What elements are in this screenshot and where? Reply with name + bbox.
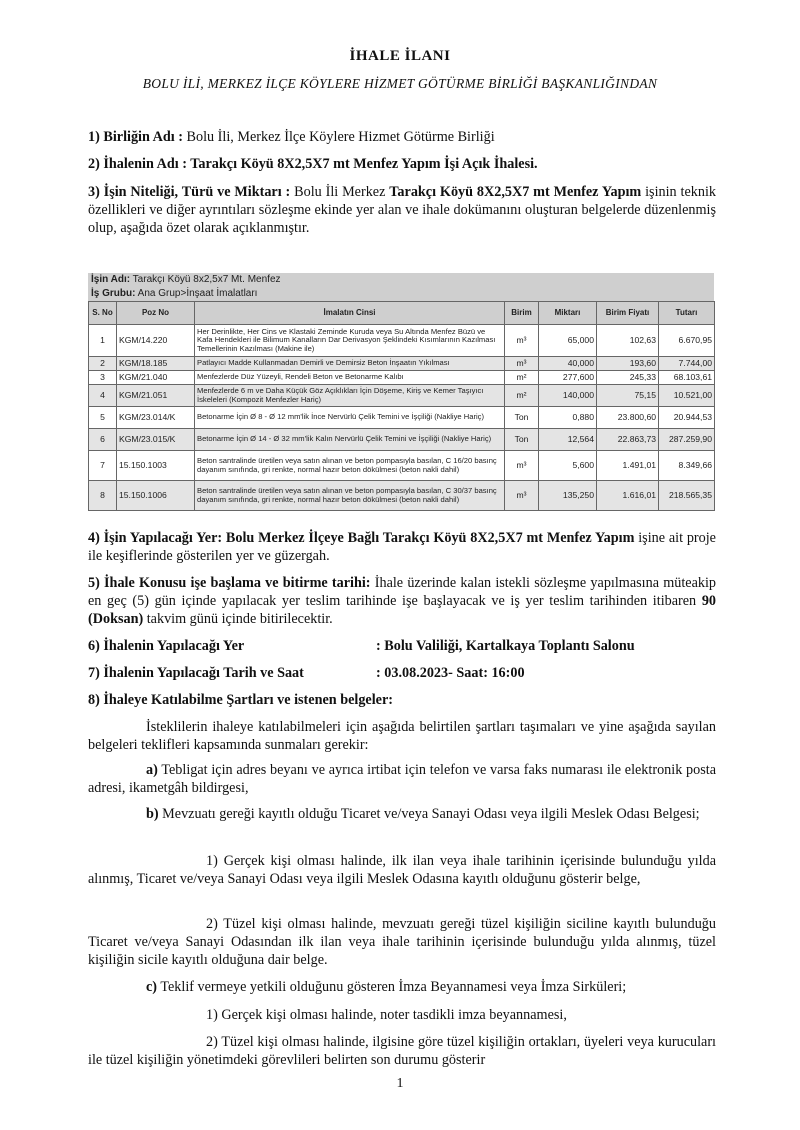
boq-table	[88, 301, 715, 511]
table-row	[89, 385, 715, 407]
cell-price: 23.800,60	[597, 407, 659, 429]
item-3	[88, 183, 716, 237]
table-group-value: Ana Grup>İnşaat İmalatları	[135, 288, 258, 299]
item-2-value: Tarakçı Köyü 8X2,5X7 mt Menfez Yapım İşi Açık İhalesi.	[186, 156, 538, 172]
cell-qty: 12,564	[539, 429, 597, 451]
cell-price: 245,33	[597, 371, 659, 385]
cell-price: 22.863,73	[597, 429, 659, 451]
cell-desc: Beton santralinde üretilen veya satın alınan ve beton pompasıyla basılan, C 16/20 basınç dayanım sınıfında, gri renkte, normal hazır beton dökülmesi (beton nakli dahil)	[195, 451, 505, 481]
item-7	[88, 664, 716, 682]
table-group-label: İş Grubu:	[91, 288, 136, 299]
cell-desc: Her Derinlikte, Her Cins ve Klastaki Zeminde Kuruda veya Su Altında Menfez Büzü ve Kafa Hendekleri ile Bilimum Kanalların Dar Derivasyon Şeklindeki Kısımlarının Kazılması Temellerinin Kazılması (Makine ile)	[195, 325, 505, 357]
item-3-text-2: işinin teknik özellikleri ve diğer ayrıntıları sözleşme ekinde yer alan ve ihale dokümanını oluşturan belgelerde düzenlenmiş olup, aşağıda özet olarak açıklanmıştır.	[88, 184, 716, 236]
cell-desc: Betonarme İçin Ø 14 - Ø 32 mm'lik Kalın Nervürlü Çelik Temini ve İşçiliği (Nakliye Hariç)	[195, 429, 505, 451]
cell-desc: Menfezlerde 6 m ve Daha Küçük Göz Açıklıkları İçin Döşeme, Kiriş ve Kemer Taşıyıcı İskeleleri (Kompozit Menfezler Hariç)	[195, 385, 505, 407]
item-8a-label: a)	[146, 762, 158, 778]
item-1-value: Bolu İli, Merkez İlçe Köylere Hizmet Götürme Birliği	[183, 129, 495, 145]
cell-poz: 15.150.1006	[117, 481, 195, 511]
cell-poz: KGM/18.185	[117, 357, 195, 371]
cell-price: 102,63	[597, 325, 659, 357]
cell-qty: 5,600	[539, 451, 597, 481]
item-8b-label: b)	[146, 806, 159, 822]
table-job-name	[88, 273, 714, 287]
cell-no: 5	[89, 407, 117, 429]
item-4-text-1: Bolu Merkez İlçeye Bağlı	[222, 530, 383, 546]
cell-unit: Ton	[505, 429, 539, 451]
item-4	[88, 529, 716, 565]
item-4-bold: Tarakçı Köyü 8X2,5X7 mt Menfez Yapım	[382, 530, 635, 546]
cell-poz: KGM/21.051	[117, 385, 195, 407]
table-header-row	[89, 302, 715, 325]
boq-table-container	[88, 273, 714, 509]
cell-no: 2	[89, 357, 117, 371]
item-8c-1: 1) Gerçek kişi olması halinde, noter tasdikli imza beyannamesi,	[206, 1007, 567, 1023]
item-8b-2: 2) Tüzel kişi olması halinde, mevzuatı gereği tüzel kişiliğin siciline kayıtlı bulunduğu Ticaret ve/veya Sanayi Odasından ilk ilan veya ihale tarihinin içerisinde bulunduğu yılda alınmış, tüzel kişiliğin sicile kayıtlı olduğuna dair belge.	[88, 916, 716, 968]
cell-price: 193,60	[597, 357, 659, 371]
table-row	[89, 325, 715, 357]
cell-poz: KGM/14.220	[117, 325, 195, 357]
item-5-label: 5) İhale Konusu işe başlama ve bitirme tarihi:	[88, 575, 371, 591]
item-8a	[88, 761, 716, 797]
item-6-label: 6) İhalenin Yapılacağı Yer	[88, 638, 245, 654]
cell-desc: Betonarme İçin Ø 8 - Ø 12 mm'lik İnce Nervürlü Çelik Temini ve İşçiliği (Nakliye Hariç)	[195, 407, 505, 429]
table-row	[89, 451, 715, 481]
item-1	[88, 128, 716, 146]
col-header-desc: İmalatın Cinsi	[195, 302, 505, 325]
cell-price: 1.491,01	[597, 451, 659, 481]
cell-total: 287.259,90	[659, 429, 715, 451]
item-8c-2: 2) Tüzel kişi olması halinde, ilgisine göre tüzel kişiliğin ortakları, üyeleri veya kurucuları ile tüzel kişiliğin yönetimdeki görevlileri belirten son durumu gösterir	[88, 1034, 716, 1068]
table-row	[89, 371, 715, 385]
item-8b-text: Mevzuatı gereği kayıtlı olduğu Ticaret ve/veya Sanayi Odası veya ilgili Meslek Odası Belgesi;	[158, 806, 700, 822]
item-8	[88, 691, 716, 709]
cell-no: 4	[89, 385, 117, 407]
cell-poz: 15.150.1003	[117, 451, 195, 481]
col-header-unit: Birim	[505, 302, 539, 325]
item-8-intro: İsteklilerin ihaleye katılabilmeleri için aşağıda belirtilen şartları taşımaları ve yine aşağıda sayılan belgeleri teklifleri kapsamında sunmaları gerekir:	[88, 719, 716, 753]
cell-total: 20.944,53	[659, 407, 715, 429]
item-3-text-1: Bolu İli Merkez	[290, 184, 390, 200]
table-group-name	[88, 287, 714, 301]
cell-no: 3	[89, 371, 117, 385]
table-row	[89, 429, 715, 451]
item-5-text-2: takvim günü içinde bitirilecektir.	[143, 611, 333, 627]
cell-no: 8	[89, 481, 117, 511]
cell-total: 7.744,00	[659, 357, 715, 371]
cell-poz: KGM/21.040	[117, 371, 195, 385]
col-header-qty: Miktarı	[539, 302, 597, 325]
cell-total: 6.670,95	[659, 325, 715, 357]
item-2	[88, 155, 716, 173]
item-4-label: 4) İşin Yapılacağı Yer:	[88, 530, 223, 546]
item-1-label: 1) Birliğin Adı :	[88, 129, 183, 145]
cell-unit: m²	[505, 371, 539, 385]
item-7-value: : 03.08.2023- Saat: 16:00	[376, 665, 525, 681]
cell-unit: m³	[505, 325, 539, 357]
table-row	[89, 357, 715, 371]
cell-unit: m³	[505, 357, 539, 371]
cell-total: 218.565,35	[659, 481, 715, 511]
item-8b-1: 1) Gerçek kişi olması halinde, ilk ilan veya ihale tarihinin içerisinde bulunduğu yılda alınmış, Ticaret ve/veya Sanayi Odası veya ilgili Meslek Odasına kayıtlı olduğunu gösterir belge,	[88, 853, 716, 887]
cell-qty: 40,000	[539, 357, 597, 371]
cell-total: 10.521,00	[659, 385, 715, 407]
table-row	[89, 407, 715, 429]
item-3-label: 3) İşin Niteliği, Türü ve Miktarı :	[88, 184, 291, 200]
page-subtitle: BOLU İLİ, MERKEZ İLÇE KÖYLERE HİZMET GÖTÜRME BİRLİĞİ BAŞKANLIĞINDAN	[142, 76, 658, 91]
cell-poz: KGM/23.015/K	[117, 429, 195, 451]
table-job-value: Tarakçı Köyü 8x2,5x7 Mt. Menfez	[130, 274, 281, 285]
item-6	[88, 637, 716, 655]
item-5-text-1: İhale üzerinde kalan istekli sözleşme yapılmasına müteakip en geç (5) gün içinde yapılacak yer teslim tarihinde işe başlayacak ve iş yer teslim tarihinden itibaren	[88, 575, 716, 609]
item-7-label: 7) İhalenin Yapılacağı Tarih ve Saat	[88, 665, 304, 681]
cell-unit: Ton	[505, 407, 539, 429]
cell-qty: 135,250	[539, 481, 597, 511]
col-header-poz: Poz No	[117, 302, 195, 325]
item-4-text-2: işine ait proje ile keşiflerinde gösterilen yer ve güzergah.	[88, 530, 716, 564]
col-header-total: Tutarı	[659, 302, 715, 325]
cell-no: 7	[89, 451, 117, 481]
cell-unit: m³	[505, 451, 539, 481]
item-5-bold: 90 (Doksan)	[88, 593, 716, 627]
cell-qty: 140,000	[539, 385, 597, 407]
item-2-label: 2) İhalenin Adı :	[88, 156, 187, 172]
table-job-label: İşin Adı:	[91, 274, 131, 285]
page-number: 1	[396, 1076, 404, 1091]
table-row	[89, 481, 715, 511]
cell-unit: m²	[505, 385, 539, 407]
item-8c-text: Teklif vermeye yetkili olduğunu gösteren İmza Beyannamesi veya İmza Sirküleri;	[157, 979, 627, 995]
item-6-value: : Bolu Valiliği, Kartalkaya Toplantı Salonu	[376, 638, 635, 654]
cell-total: 8.349,66	[659, 451, 715, 481]
col-header-no: S. No	[89, 302, 117, 325]
cell-price: 1.616,01	[597, 481, 659, 511]
cell-price: 75,15	[597, 385, 659, 407]
item-3-bold: Tarakçı Köyü 8X2,5X7 mt Menfez Yapım	[389, 184, 642, 200]
cell-no: 6	[89, 429, 117, 451]
cell-desc: Patlayıcı Madde Kullanmadan Demirli ve Demirsiz Beton İnşaatın Yıkılması	[195, 357, 505, 371]
cell-qty: 0,880	[539, 407, 597, 429]
col-header-price: Birim Fiyatı	[597, 302, 659, 325]
item-8-label: 8) İhaleye Katılabilme Şartları ve istenen belgeler:	[88, 692, 393, 708]
item-8c	[88, 978, 716, 996]
cell-qty: 65,000	[539, 325, 597, 357]
cell-total: 68.103,61	[659, 371, 715, 385]
cell-desc: Menfezlerde Düz Yüzeyli, Rendeli Beton ve Betonarme Kalıbı	[195, 371, 505, 385]
cell-desc: Beton santralinde üretilen veya satın alınan ve beton pompasıyla basılan, C 30/37 basınç dayanım sınıfında, gri renkte, normal hazır beton dökülmesi (beton nakli dahil)	[195, 481, 505, 511]
cell-qty: 277,600	[539, 371, 597, 385]
item-8c-label: c)	[146, 979, 158, 995]
cell-unit: m³	[505, 481, 539, 511]
item-8b	[88, 805, 716, 823]
cell-poz: KGM/23.014/K	[117, 407, 195, 429]
item-5	[88, 574, 716, 628]
cell-no: 1	[89, 325, 117, 357]
item-8a-text: Tebligat için adres beyanı ve ayrıca irtibat için telefon ve varsa faks numarası ile elektronik posta adresi, ikametgâh bildirgesi,	[88, 762, 716, 796]
page-title: İHALE İLANI	[349, 48, 451, 64]
